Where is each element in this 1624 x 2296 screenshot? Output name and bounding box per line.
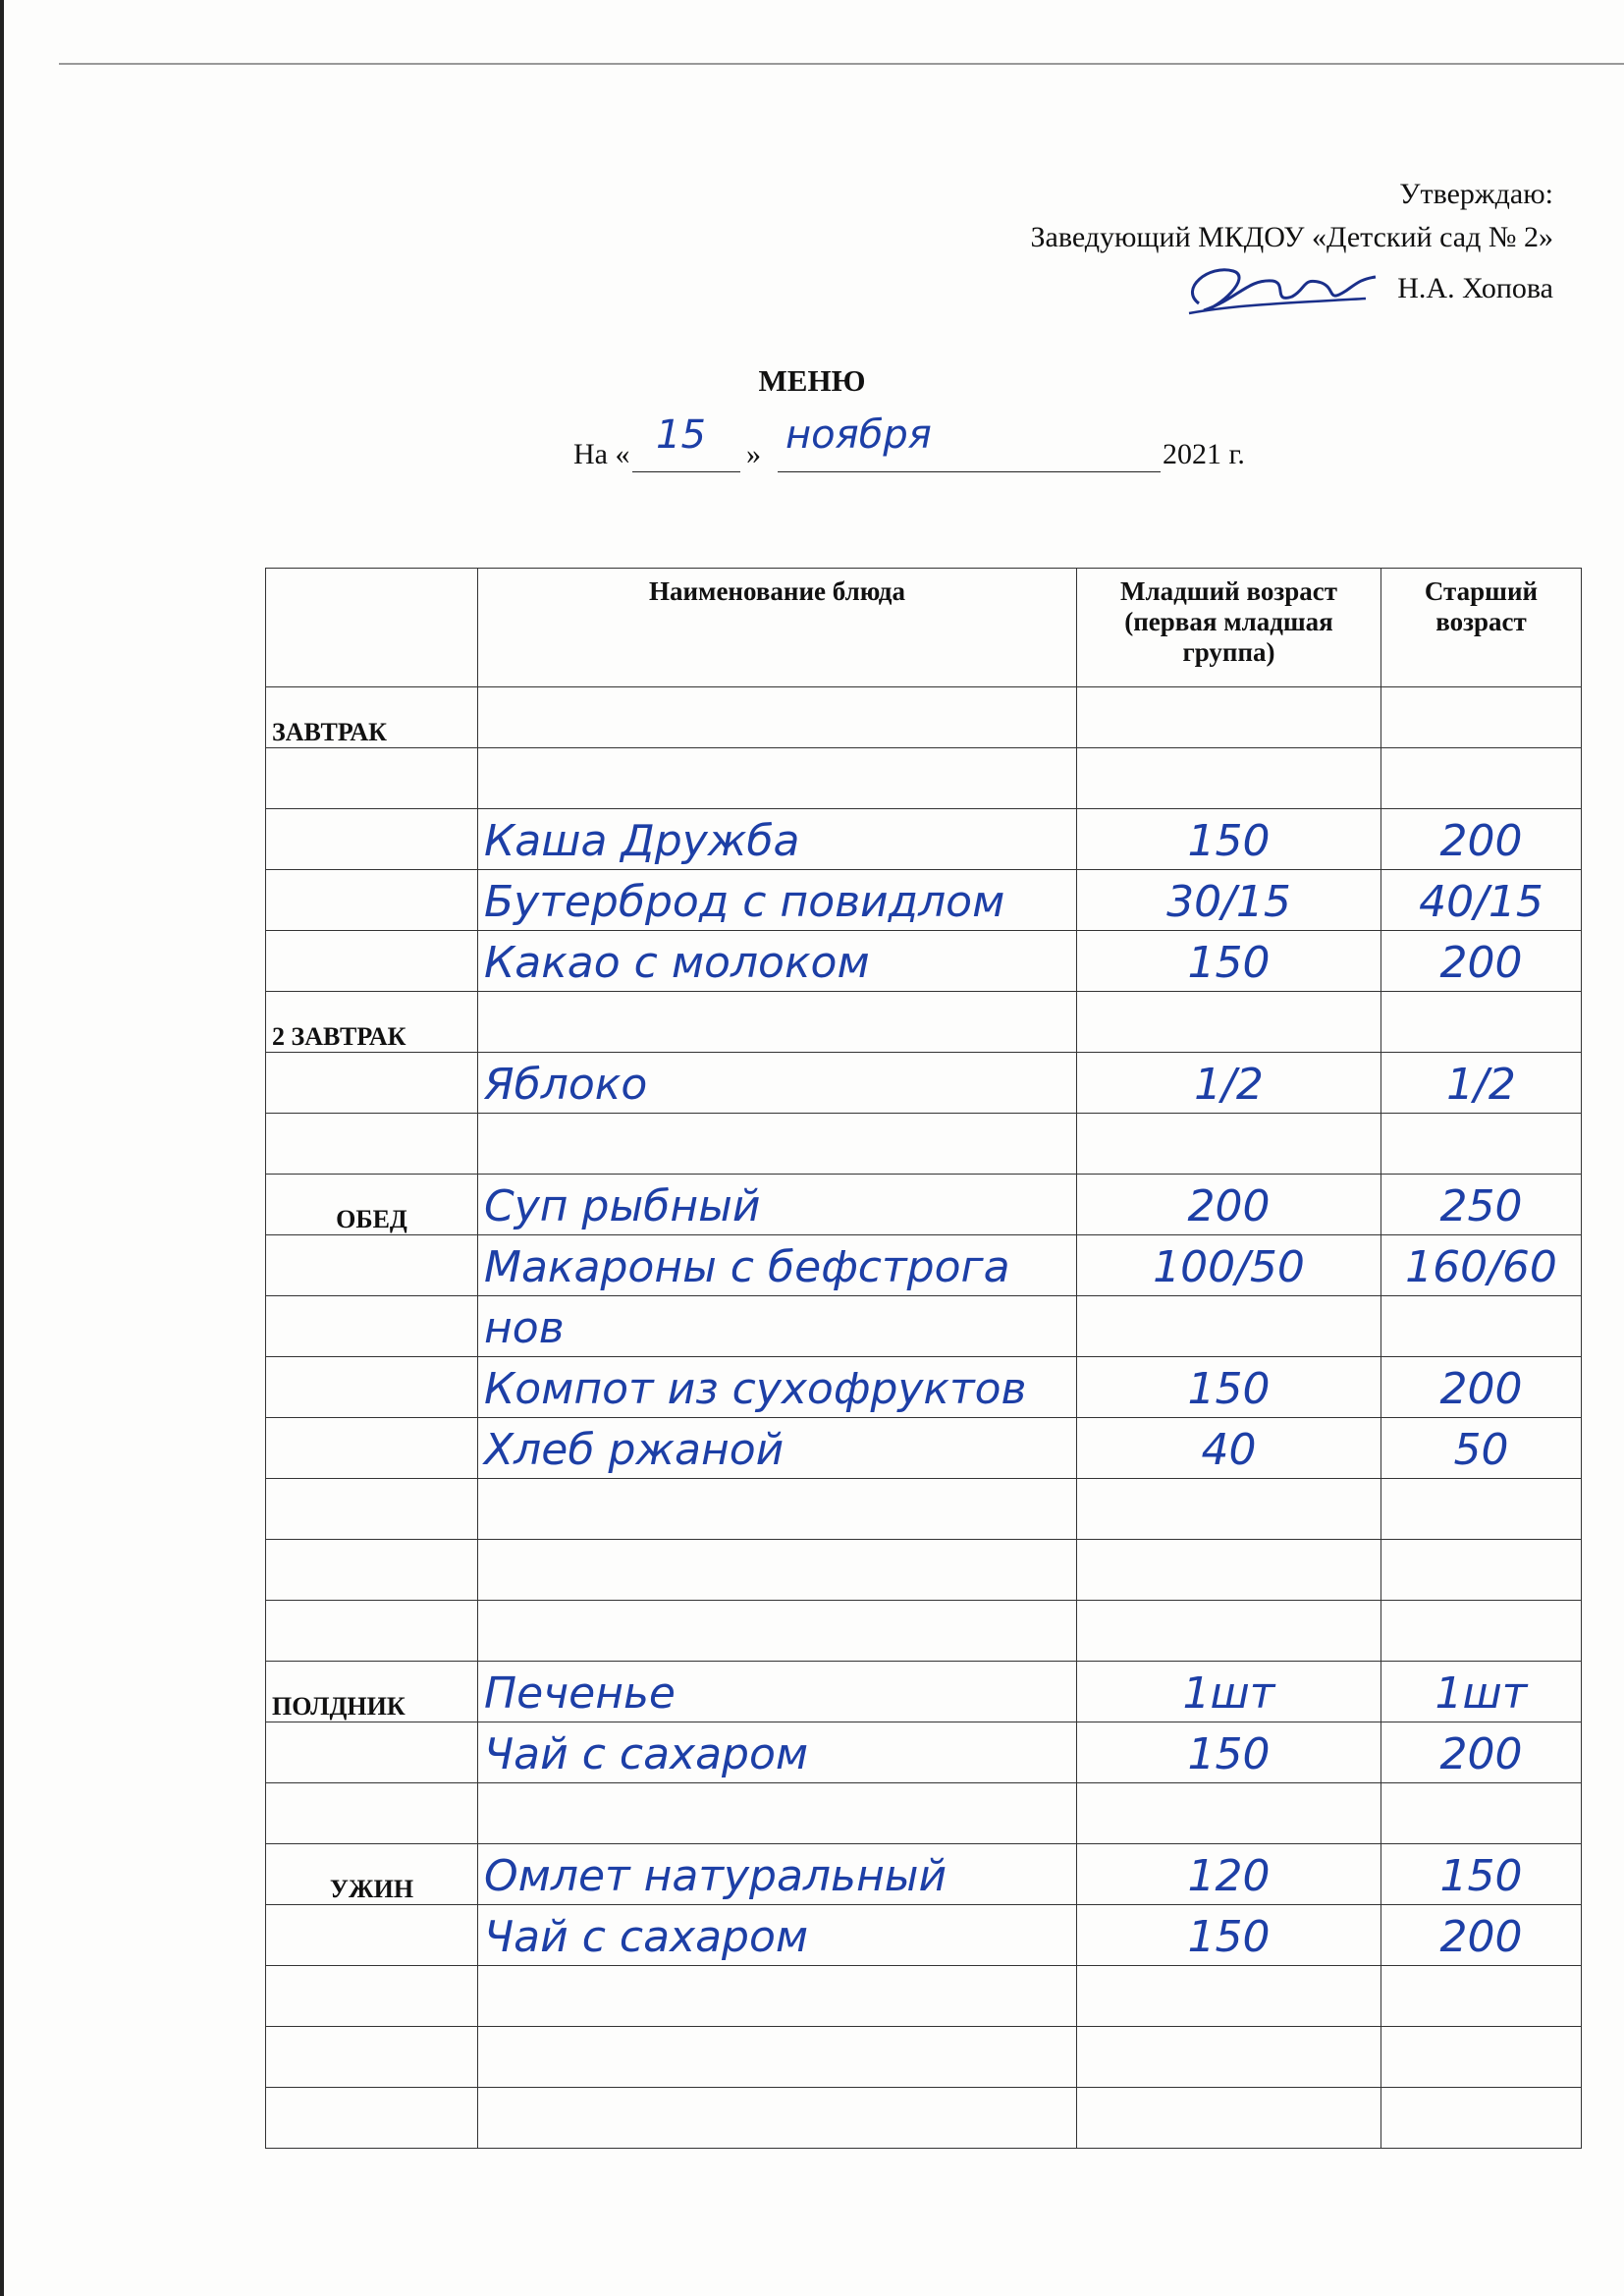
junior-cell [1077, 1357, 1381, 1418]
senior-handwritten: 200 [1439, 1912, 1523, 1962]
dish-cell [478, 2027, 1077, 2088]
dish-cell [478, 809, 1077, 870]
table-row [266, 1540, 1582, 1601]
dish-cell [478, 1357, 1077, 1418]
dish-handwritten: Компот из сухофруктов [484, 1364, 1027, 1414]
junior-cell [1077, 1662, 1381, 1722]
junior-handwritten: 40 [1201, 1425, 1257, 1475]
date-day: 15 [656, 412, 706, 458]
approval-block [1030, 173, 1553, 318]
header-senior: Старший возраст [1381, 569, 1582, 687]
meal-cell [266, 1540, 478, 1601]
meal-cell [266, 870, 478, 931]
junior-cell [1077, 1418, 1381, 1479]
dish-cell [478, 1966, 1077, 2027]
junior-cell [1077, 992, 1381, 1053]
junior-cell [1077, 1844, 1381, 1905]
meal-cell [266, 1296, 478, 1357]
dish-cell [478, 1540, 1077, 1601]
table-row [266, 748, 1582, 809]
junior-cell [1077, 2027, 1381, 2088]
meal-cell [266, 1479, 478, 1540]
meal-cell [266, 1966, 478, 2027]
dish-handwritten: Чай с сахаром [484, 1912, 809, 1962]
junior-handwritten: 30/15 [1166, 877, 1291, 927]
junior-cell [1077, 1479, 1381, 1540]
senior-handwritten: 200 [1439, 938, 1523, 988]
table-row [266, 1479, 1582, 1540]
dish-handwritten: Бутерброд с повидлом [484, 877, 1005, 927]
senior-cell [1381, 1783, 1582, 1844]
dish-handwritten: Суп рыбный [484, 1181, 761, 1231]
junior-cell [1077, 1114, 1381, 1175]
dish-cell [478, 1479, 1077, 1540]
senior-cell [1381, 931, 1582, 992]
table-row [266, 809, 1582, 870]
junior-cell [1077, 687, 1381, 748]
senior-cell [1381, 1357, 1582, 1418]
senior-cell [1381, 1114, 1582, 1175]
junior-handwritten: 200 [1187, 1181, 1271, 1231]
table-row [266, 1175, 1582, 1235]
meal-cell [266, 1783, 478, 1844]
senior-cell [1381, 1905, 1582, 1966]
junior-cell [1077, 809, 1381, 870]
junior-cell [1077, 1235, 1381, 1296]
approval-position: Заведующий МКДОУ «Детский сад № 2» [1030, 221, 1553, 253]
table-row [266, 1053, 1582, 1114]
header-dish: Наименование блюда [478, 569, 1077, 687]
senior-cell [1381, 1966, 1582, 2027]
junior-cell [1077, 1053, 1381, 1114]
meal-cell [266, 1905, 478, 1966]
dish-cell [478, 1235, 1077, 1296]
meal-cell [266, 931, 478, 992]
senior-cell [1381, 1296, 1582, 1357]
page-title: МЕНЮ [758, 363, 866, 398]
table-row [266, 2027, 1582, 2088]
dish-handwritten: Макароны с бефстрога [484, 1242, 1010, 1292]
table-row [266, 687, 1582, 748]
meal-cell: ЗАВТРАК [266, 687, 478, 748]
dish-cell [478, 1905, 1077, 1966]
table-row [266, 870, 1582, 931]
dish-cell [478, 1601, 1077, 1662]
dish-cell [478, 1114, 1077, 1175]
junior-handwritten: 1шт [1182, 1668, 1275, 1719]
dish-handwritten: Какао с молоком [484, 938, 870, 988]
dish-cell [478, 1783, 1077, 1844]
meal-cell [266, 1053, 478, 1114]
meal-cell [266, 1722, 478, 1783]
junior-cell [1077, 748, 1381, 809]
table-row [266, 992, 1582, 1053]
junior-cell [1077, 931, 1381, 992]
senior-handwritten: 200 [1439, 816, 1523, 866]
table-row [266, 1114, 1582, 1175]
senior-cell [1381, 687, 1582, 748]
senior-cell [1381, 1479, 1582, 1540]
senior-cell [1381, 1662, 1582, 1722]
meal-cell [266, 1357, 478, 1418]
table-row [266, 2088, 1582, 2149]
meal-cell [266, 2027, 478, 2088]
dish-cell [478, 1418, 1077, 1479]
senior-cell [1381, 1175, 1582, 1235]
junior-handwritten: 1/2 [1194, 1060, 1264, 1110]
senior-handwritten: 150 [1439, 1851, 1523, 1901]
meal-cell: 2 ЗАВТРАК [266, 992, 478, 1053]
dish-cell [478, 870, 1077, 931]
junior-cell [1077, 1783, 1381, 1844]
junior-cell [1077, 2088, 1381, 2149]
meal-cell [266, 809, 478, 870]
dish-handwritten: Яблоко [484, 1060, 648, 1110]
table-row [266, 1783, 1582, 1844]
table-row [266, 1601, 1582, 1662]
dish-handwritten: Омлет натуральный [484, 1851, 947, 1901]
handwritten-signature [1179, 259, 1385, 318]
meal-cell [266, 1114, 478, 1175]
meal-cell [266, 2088, 478, 2149]
senior-cell [1381, 870, 1582, 931]
junior-handwritten: 150 [1187, 1729, 1271, 1779]
date-month: ноября [785, 412, 932, 458]
table-row [266, 1235, 1582, 1296]
approver-name: Н.А. Хопова [1397, 272, 1553, 304]
table-row [266, 931, 1582, 992]
meal-cell: УЖИН [266, 1844, 478, 1905]
dish-cell [478, 687, 1077, 748]
senior-handwritten: 200 [1439, 1729, 1523, 1779]
dish-cell [478, 2088, 1077, 2149]
dish-handwritten: Каша Дружба [484, 816, 800, 866]
header-meal [266, 569, 478, 687]
table-row [266, 1905, 1582, 1966]
meal-cell [266, 1418, 478, 1479]
date-prefix: На « [573, 438, 630, 470]
table-row [266, 1418, 1582, 1479]
table-row [266, 1966, 1582, 2027]
senior-cell [1381, 1418, 1582, 1479]
signature-line [1030, 259, 1553, 318]
junior-cell [1077, 1175, 1381, 1235]
dish-cell [478, 1844, 1077, 1905]
junior-cell [1077, 1296, 1381, 1357]
dish-cell [478, 1296, 1077, 1357]
junior-handwritten: 150 [1187, 1912, 1271, 1962]
meal-cell: ОБЕД [266, 1175, 478, 1235]
senior-handwritten: 200 [1439, 1364, 1523, 1414]
junior-cell [1077, 1722, 1381, 1783]
meal-cell: ПОЛДНИК [266, 1662, 478, 1722]
senior-cell [1381, 1844, 1582, 1905]
junior-handwritten: 150 [1187, 1364, 1271, 1414]
approval-heading: Утверждаю: [1399, 178, 1553, 210]
meal-cell [266, 748, 478, 809]
senior-cell [1381, 1601, 1582, 1662]
dish-cell [478, 1662, 1077, 1722]
senior-handwritten: 1/2 [1446, 1060, 1516, 1110]
senior-cell [1381, 1053, 1582, 1114]
junior-cell [1077, 1966, 1381, 2027]
dish-cell [478, 748, 1077, 809]
dish-cell [478, 992, 1077, 1053]
dish-cell [478, 1175, 1077, 1235]
top-rule [59, 63, 1624, 65]
table-row [266, 1357, 1582, 1418]
menu-table-body [266, 687, 1582, 2149]
senior-cell [1381, 748, 1582, 809]
senior-cell [1381, 1722, 1582, 1783]
senior-cell [1381, 992, 1582, 1053]
junior-handwritten: 100/50 [1153, 1242, 1305, 1292]
table-row [266, 1296, 1582, 1357]
junior-cell [1077, 1601, 1381, 1662]
dish-cell [478, 931, 1077, 992]
junior-cell [1077, 870, 1381, 931]
senior-handwritten: 40/15 [1419, 877, 1543, 927]
junior-handwritten: 150 [1187, 816, 1271, 866]
senior-handwritten: 250 [1439, 1181, 1523, 1231]
meal-cell [266, 1601, 478, 1662]
date-year: 2021 г. [1163, 438, 1245, 470]
senior-cell [1381, 1540, 1582, 1601]
senior-cell [1381, 2027, 1582, 2088]
dish-handwritten: нов [484, 1303, 565, 1353]
senior-handwritten: 50 [1453, 1425, 1509, 1475]
table-row [266, 1722, 1582, 1783]
dish-handwritten: Хлеб ржаной [484, 1425, 785, 1475]
menu-table [265, 568, 1582, 2149]
dish-cell [478, 1053, 1077, 1114]
dish-cell [478, 1722, 1077, 1783]
dish-handwritten: Печенье [484, 1668, 676, 1719]
meal-cell [266, 1235, 478, 1296]
senior-handwritten: 1шт [1435, 1668, 1528, 1719]
table-row [266, 1844, 1582, 1905]
dish-handwritten: Чай с сахаром [484, 1729, 809, 1779]
senior-cell [1381, 809, 1582, 870]
date-middle: » [746, 438, 761, 470]
scan-left-edge [0, 0, 4, 2296]
table-header-row [266, 569, 1582, 687]
header-junior: Младший возраст (первая младшая группа) [1077, 569, 1381, 687]
junior-handwritten: 150 [1187, 938, 1271, 988]
junior-cell [1077, 1540, 1381, 1601]
junior-handwritten: 120 [1187, 1851, 1271, 1901]
senior-handwritten: 160/60 [1405, 1242, 1557, 1292]
senior-cell [1381, 2088, 1582, 2149]
junior-cell [1077, 1905, 1381, 1966]
senior-cell [1381, 1235, 1582, 1296]
table-row [266, 1662, 1582, 1722]
